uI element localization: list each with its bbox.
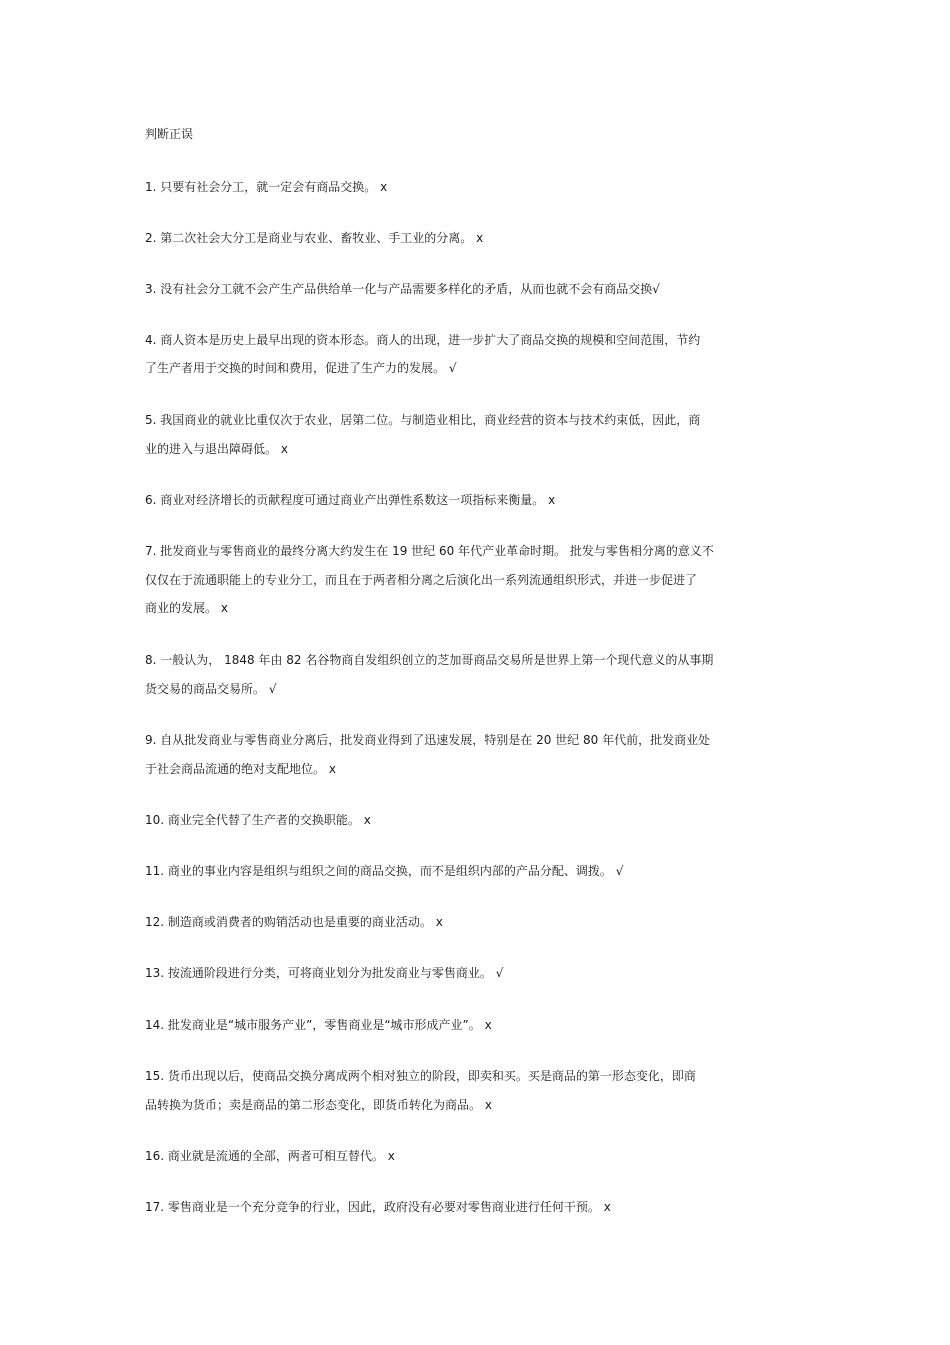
- question-line: 4. 商人资本是历史上最早出现的资本形态。商人的出现，进一步扩大了商品交换的规模和空间范围，节约: [145, 333, 701, 347]
- question-line: 17. 零售商业是一个充分竞争的行业，因此，政府没有必要对零售商业进行任何干预。 x: [145, 1200, 611, 1214]
- question-line: 13. 按流通阶段进行分类，可将商业划分为批发商业与零售商业。 √: [145, 966, 504, 980]
- question-line: 14. 批发商业是“城市服务产业”，零售商业是“城市形成产业”。 x: [145, 1018, 492, 1032]
- question-line: 6. 商业对经济增长的贡献程度可通过商业产出弹性系数这一项指标来衡量。 x: [145, 493, 556, 507]
- question-line: 了生产者用于交换的时间和费用，促进了生产力的发展。 √: [145, 361, 457, 375]
- question-line: 货交易的商品交易所。 √: [145, 682, 277, 696]
- question-line: 2. 第二次社会大分工是商业与农业、畜牧业、手工业的分离。 x: [145, 231, 484, 245]
- question-line: 3. 没有社会分工就不会产生产品供给单一化与产品需要多样化的矛盾，从而也就不会有商品交换√: [145, 282, 660, 296]
- question-line: 9. 自从批发商业与零售商业分离后，批发商业得到了迅速发展，特别是在 20 世纪 80 年代前，批发商业处: [145, 733, 711, 747]
- question-line: 7. 批发商业与零售商业的最终分离大约发生在 19 世纪 60 年代产业革命时期。 批发与零售相分离的意义不: [145, 544, 714, 558]
- question-line: 商业的发展。 x: [145, 601, 228, 615]
- question-line: 11. 商业的事业内容是组织与组织之间的商品交换，而不是组织内部的产品分配、调拨。 √: [145, 864, 624, 878]
- question-line: 16. 商业就是流通的全部，两者可相互替代。 x: [145, 1149, 395, 1163]
- question-line: 业的进入与退出障碍低。 x: [145, 442, 288, 456]
- question-line: 5. 我国商业的就业比重仅次于农业，居第二位。与制造业相比，商业经营的资本与技术约束低，因此，商: [145, 413, 701, 427]
- question-line: 品转换为货币；卖是商品的第二形态变化，即货币转化为商品。 x: [145, 1098, 492, 1112]
- question-line: 8. 一般认为， 1848 年由 82 名谷物商自发组织创立的芝加哥商品交易所是世界上第一个现代意义的从事期: [145, 653, 714, 667]
- document-title: 判断正误: [145, 127, 194, 141]
- question-line: 1. 只要有社会分工，就一定会有商品交换。 x: [145, 180, 388, 194]
- question-line: 于社会商品流通的绝对支配地位。 x: [145, 762, 336, 776]
- question-line: 12. 制造商或消费者的购销活动也是重要的商业活动。 x: [145, 915, 443, 929]
- question-line: 10. 商业完全代替了生产者的交换职能。 x: [145, 813, 371, 827]
- question-line: 仅仅在于流通职能上的专业分工，而且在于两者相分离之后演化出一系列流通组织形式，并进一步促进了: [145, 573, 698, 587]
- question-line: 15. 货币出现以后，使商品交换分离成两个相对独立的阶段，即卖和买。买是商品的第一形态变化，即商: [145, 1069, 696, 1083]
